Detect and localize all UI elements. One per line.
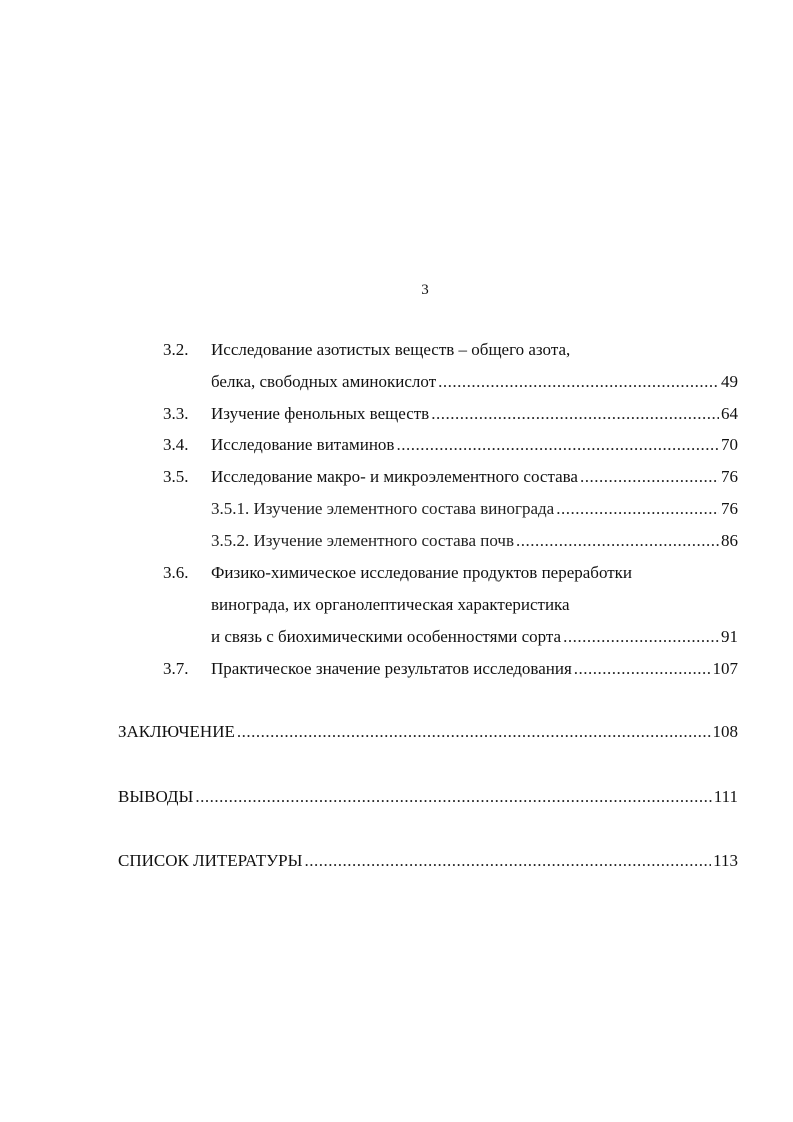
toc-entry-number: 3.7. — [163, 659, 189, 678]
toc-entry-page: 76 — [721, 499, 738, 518]
toc-entry-number: 3.2. — [163, 340, 189, 359]
dot-leader — [195, 787, 711, 807]
dot-leader — [516, 531, 719, 551]
toc-chapter-title: СПИСОК ЛИТЕРАТУРЫ — [118, 851, 303, 870]
toc-entry-page: 64 — [721, 404, 738, 423]
toc-entry-3-2-line2 — [211, 372, 738, 392]
toc-entry-number: 3.3. — [163, 404, 189, 423]
toc-entry-3-7 — [163, 659, 738, 679]
toc-entry-title: Физико-химическое исследование продуктов переработки — [211, 563, 633, 582]
toc-entry-3-5-2 — [211, 531, 738, 551]
toc-chapter-conclusion — [118, 722, 738, 742]
dot-leader — [580, 467, 719, 487]
dot-leader — [563, 627, 719, 647]
toc-entry-title: винограда, их органолептическая характеристика — [211, 595, 570, 614]
toc-chapter-references — [118, 851, 738, 871]
toc-entry-title: белка, свободных аминокислот — [211, 372, 437, 391]
toc-entry-page: 49 — [721, 372, 738, 391]
dot-leader — [304, 851, 711, 871]
dot-leader — [396, 435, 719, 455]
toc-entry-page: 70 — [721, 435, 738, 454]
toc-chapter-page: 111 — [713, 787, 738, 806]
dot-leader — [574, 659, 711, 679]
toc-entry-page: 107 — [712, 659, 738, 678]
toc-entry-page: 86 — [721, 531, 738, 550]
toc-entry-title: 3.5.1. Изучение элементного состава винограда — [211, 499, 555, 518]
toc-entry-3-6-line3 — [211, 627, 738, 647]
toc-entry-3-2-line1 — [163, 340, 570, 360]
toc-entry-number: 3.6. — [163, 563, 189, 582]
toc-entry-title: Исследование витаминов — [211, 435, 395, 454]
toc-chapter-findings — [118, 787, 738, 807]
toc-entry-3-6-line2 — [211, 595, 570, 615]
toc-entry-number: 3.5. — [163, 467, 189, 486]
toc-entry-3-6-line1 — [163, 563, 632, 583]
dot-leader — [237, 722, 711, 742]
toc-entry-title: Исследование азотистых веществ – общего азота, — [211, 340, 571, 359]
toc-entry-3-3 — [163, 404, 738, 424]
toc-entry-title: и связь с биохимическими особенностями сорта — [211, 627, 562, 646]
dot-leader — [556, 499, 719, 519]
toc-entry-page: 76 — [721, 467, 738, 486]
toc-entry-title: Изучение фенольных веществ — [211, 404, 430, 423]
toc-entry-title: 3.5.2. Изучение элементного состава почв — [211, 531, 514, 550]
toc-chapter-page: 108 — [712, 722, 738, 741]
toc-entry-3-5-1 — [211, 499, 738, 519]
toc-entry-number: 3.4. — [163, 435, 189, 454]
page-number: 3 — [421, 282, 429, 298]
toc-chapter-title: ЗАКЛЮЧЕНИЕ — [118, 722, 235, 741]
toc-entry-3-5 — [163, 467, 738, 487]
dot-leader — [431, 404, 719, 424]
toc-chapter-page: 113 — [713, 851, 738, 870]
toc-entry-title: Практическое значение результатов исследования — [211, 659, 572, 678]
toc-entry-title: Исследование макро- и микроэлементного состава — [211, 467, 578, 486]
toc-entry-3-4 — [163, 435, 738, 455]
toc-entry-page: 91 — [721, 627, 738, 646]
dot-leader — [438, 372, 719, 392]
toc-chapter-title: ВЫВОДЫ — [118, 787, 194, 806]
